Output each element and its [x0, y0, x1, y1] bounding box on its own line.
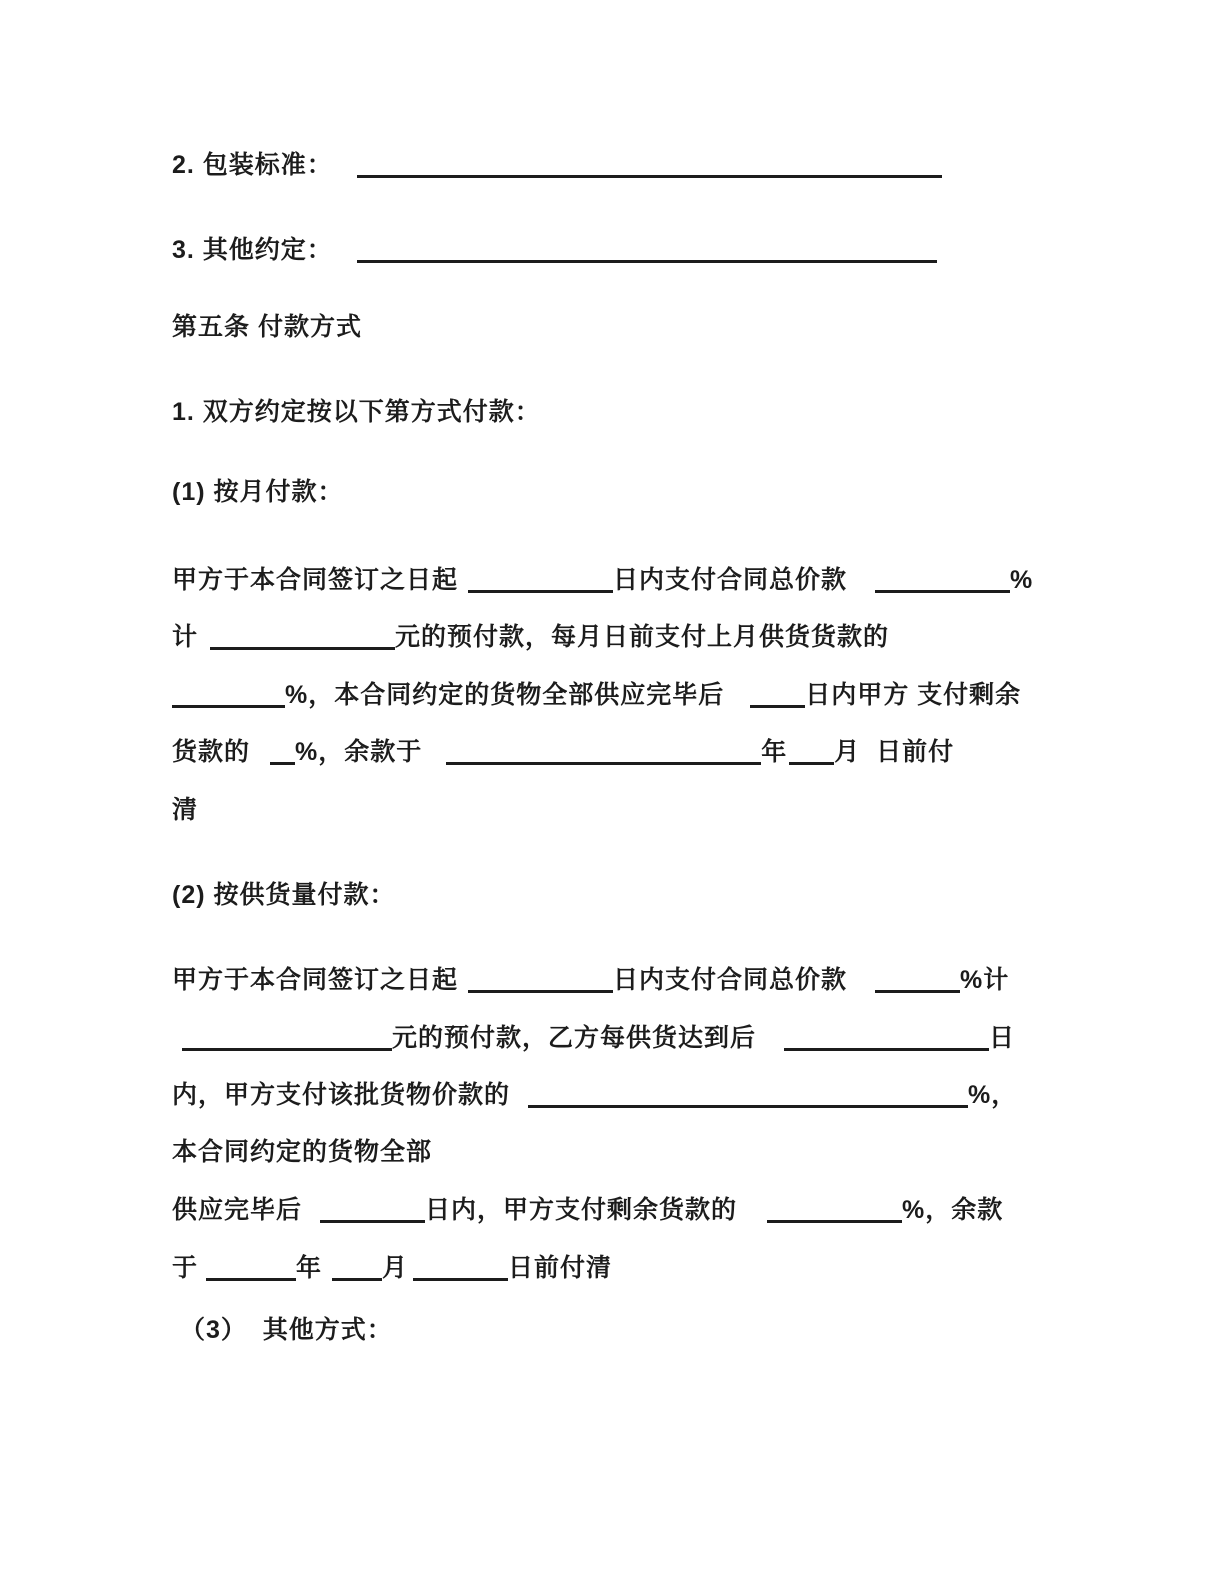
text-run: 年 [296, 1254, 323, 1282]
document-body [172, 148, 1040, 1347]
supply-payment-line-4 [172, 1135, 1040, 1169]
text-run: 3. 其他约定： [172, 236, 333, 264]
supply-payment-line-1 [172, 963, 1040, 997]
text-run: 清 [172, 796, 199, 824]
option-1-monthly-heading [172, 475, 1040, 509]
supply-payment-line-3 [172, 1078, 1040, 1112]
blank-fill-line [468, 587, 613, 593]
blank-fill-line [875, 987, 960, 993]
blank-fill-line [320, 1217, 425, 1223]
option-2-by-supply-heading [172, 878, 1040, 912]
blank-fill-line [750, 702, 805, 708]
text-run: 日 [989, 1024, 1016, 1052]
clause-1-payment-method [172, 395, 1040, 429]
monthly-payment-line-5 [172, 793, 1040, 827]
text-run: （3） 其他方式： [180, 1316, 393, 1344]
blank-fill-line [210, 644, 395, 650]
text-run: 元的预付款，每月日前支付上月供货货款的 [395, 623, 890, 651]
blank-fill-line [172, 702, 285, 708]
supply-payment-line-6 [172, 1251, 1040, 1285]
text-run: 本合同约定的货物全部 [172, 1138, 433, 1166]
text-run: 日内支付合同总价款 [613, 566, 848, 594]
blank-fill-line [875, 587, 1010, 593]
text-run: 日内甲方 支付剩余 [805, 681, 1022, 709]
article-5-heading [172, 310, 1040, 344]
text-run: 年 [761, 738, 788, 766]
supply-payment-line-2 [172, 1021, 1040, 1055]
monthly-payment-line-3 [172, 678, 1040, 712]
blank-fill-line [182, 1045, 392, 1051]
blank-fill-line [446, 759, 761, 765]
text-run: 甲方于本合同签订之日起 [172, 566, 459, 594]
text-run: 于 [172, 1254, 199, 1282]
item-2-packaging-standard [172, 148, 1040, 182]
supply-payment-line-5 [172, 1193, 1040, 1227]
monthly-payment-line-1 [172, 563, 1040, 597]
blank-fill-line [784, 1045, 989, 1051]
text-run: (2) 按供货量付款： [172, 881, 396, 909]
blank-fill-line [767, 1217, 902, 1223]
blank-fill-line [528, 1102, 968, 1108]
text-run: 供应完毕后 [172, 1196, 303, 1224]
text-run: 日内支付合同总价款 [613, 966, 848, 994]
blank-fill-line [332, 1275, 382, 1281]
blank-fill-line [357, 257, 937, 263]
text-run: 1. 双方约定按以下第方式付款： [172, 398, 541, 426]
text-run: (1) 按月付款： [172, 478, 344, 506]
blank-fill-line [357, 172, 942, 178]
monthly-payment-line-2 [172, 620, 1040, 654]
text-run: 计 [172, 623, 199, 651]
option-3-other-method [172, 1313, 1040, 1347]
text-run: 甲方于本合同签订之日起 [172, 966, 459, 994]
text-run: %， [968, 1081, 1018, 1109]
blank-fill-line [413, 1275, 508, 1281]
blank-fill-line [789, 759, 834, 765]
text-run: 第五条 付款方式 [172, 313, 362, 341]
text-run: 日内，甲方支付剩余货款的 [425, 1196, 738, 1224]
blank-fill-line [270, 759, 295, 765]
text-run: 日前付清 [508, 1254, 613, 1282]
blank-fill-line [206, 1275, 296, 1281]
text-run: 月 日前付 [834, 738, 955, 766]
blank-fill-line [468, 987, 613, 993]
text-run: 2. 包装标准： [172, 151, 333, 179]
text-run: 货款的 [172, 738, 251, 766]
monthly-payment-line-4 [172, 735, 1040, 769]
text-run: %，余款于 [295, 738, 423, 766]
text-run: %计 [960, 966, 1010, 994]
text-run: 月 [382, 1254, 409, 1282]
text-run: % [1010, 566, 1034, 594]
text-run: %，本合同约定的货物全部供应完毕后 [285, 681, 725, 709]
text-run: 内，甲方支付该批货物价款的 [172, 1081, 511, 1109]
text-run: 元的预付款，乙方每供货达到后 [392, 1024, 757, 1052]
item-3-other-terms [172, 233, 1040, 267]
text-run: %，余款 [902, 1196, 1004, 1224]
